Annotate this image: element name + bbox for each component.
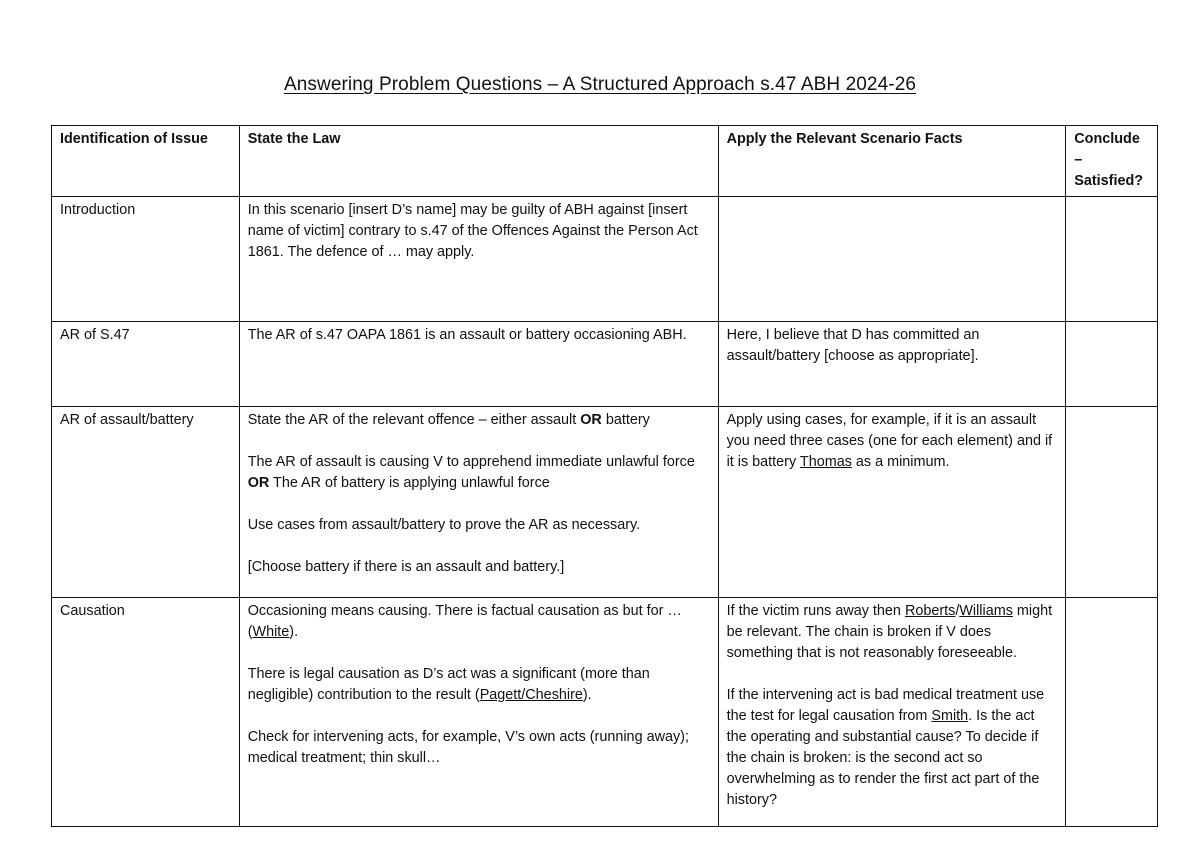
causation-apply-para-2 xyxy=(727,685,1058,811)
table-row-ar-assault-battery xyxy=(52,407,1158,598)
ar47-conclude xyxy=(1066,322,1158,407)
ar-assault-conclude xyxy=(1066,407,1158,598)
introduction-issue: Introduction xyxy=(52,197,240,322)
causation-law-para-2 xyxy=(248,664,710,706)
text-span: The AR of battery is applying unlawful force xyxy=(269,475,550,491)
table-row-causation xyxy=(52,598,1158,827)
text-span: ). xyxy=(289,624,299,640)
table-header-row xyxy=(52,126,1158,197)
ar-assault-law-para-2 xyxy=(248,452,710,494)
case-name-williams: Williams xyxy=(959,603,1013,619)
introduction-conclude xyxy=(1066,197,1158,322)
text-span: Occasioning means causing. There is factual causation as but for … ( xyxy=(247,603,682,640)
or-emphasis: OR xyxy=(247,475,270,491)
ar47-law: The AR of s.47 OAPA 1861 is an assault or battery occasioning ABH. xyxy=(239,322,718,407)
case-name-roberts: Roberts xyxy=(904,603,956,619)
case-name-pagett-cheshire: Pagett/Cheshire xyxy=(479,687,583,703)
header-law: State the Law xyxy=(239,126,718,197)
ar-assault-law-para-1 xyxy=(248,410,710,431)
text-span: / xyxy=(955,603,960,619)
text-span: battery xyxy=(601,412,650,428)
case-name-smith: Smith xyxy=(931,708,969,724)
causation-law-para-1 xyxy=(248,601,710,643)
text-span: There is legal causation as D’s act was a significant (more than negligible) contribution to the result ( xyxy=(247,666,650,703)
header-apply: Apply the Relevant Scenario Facts xyxy=(718,126,1066,197)
header-issue: Identification of Issue xyxy=(52,126,240,197)
case-name-thomas: Thomas xyxy=(799,454,852,470)
causation-apply xyxy=(718,598,1066,827)
or-emphasis: OR xyxy=(580,412,602,428)
causation-issue: Causation xyxy=(52,598,240,827)
table-row-ar-s47 xyxy=(52,322,1158,407)
ar47-apply: Here, I believe that D has committed an assault/battery [choose as appropriate]. xyxy=(718,322,1066,407)
ar-assault-law xyxy=(239,407,718,598)
text-span: Apply using cases, for example, if it is an assault you need three cases (one for each element) and if it is battery xyxy=(726,412,1053,470)
case-name-white: White xyxy=(252,624,290,640)
causation-apply-para-1 xyxy=(727,601,1058,664)
ar-assault-law-para-3: Use cases from assault/battery to prove the AR as necessary. xyxy=(247,517,641,533)
text-span: as a minimum. xyxy=(851,454,950,470)
introduction-apply xyxy=(718,197,1066,322)
causation-law-para-3: Check for intervening acts, for example, V’s own acts (running away); medical treatment; thin skull… xyxy=(247,729,689,766)
text-span: The AR of assault is causing V to apprehend immediate unlawful force xyxy=(247,454,695,470)
text-span: If the intervening act is bad medical treatment use the test for legal causation from xyxy=(726,687,1045,724)
structured-approach-table xyxy=(51,125,1158,827)
text-span: might be relevant. The chain is broken if V does something that is not reasonably foreseeable. xyxy=(726,603,1053,661)
causation-conclude xyxy=(1066,598,1158,827)
document-title: Answering Problem Questions – A Structured Approach s.47 ABH 2024-26 xyxy=(283,74,917,95)
text-span: ). xyxy=(582,687,592,703)
text-span: State the AR of the relevant offence – either assault xyxy=(247,412,581,428)
causation-law xyxy=(239,598,718,827)
text-span: If the victim runs away then xyxy=(726,603,905,619)
ar-assault-issue: AR of assault/battery xyxy=(52,407,240,598)
table-row-introduction xyxy=(52,197,1158,322)
ar47-issue: AR of S.47 xyxy=(52,322,240,407)
text-span: . Is the act the operating and substantial cause? To decide if the chain is broken: is the second act so overwhelming as to render the first act part of the history? xyxy=(726,708,1040,808)
ar-assault-apply xyxy=(718,407,1066,598)
introduction-law: In this scenario [insert D’s name] may be guilty of ABH against [insert name of victim] contrary to s.47 of the Offences Against the Person Act 1861. The defence of … may apply. xyxy=(239,197,718,322)
header-conclude: Conclude – Satisfied? xyxy=(1066,126,1158,197)
ar-assault-law-para-4: [Choose battery if there is an assault and battery.] xyxy=(247,559,565,575)
